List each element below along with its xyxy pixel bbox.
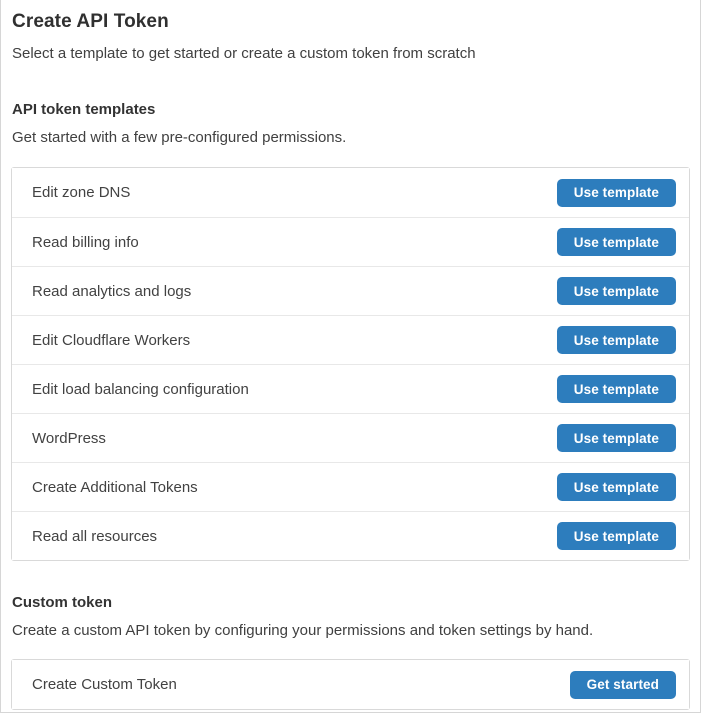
template-row-label: Read all resources — [32, 527, 158, 545]
use-template-button[interactable]: Use template — [557, 522, 676, 550]
templates-section-description: Get started with a few pre-configured permissions. — [12, 129, 347, 146]
template-row — [12, 266, 689, 315]
custom-section-description: Create a custom API token by configuring your permissions and token settings by hand. — [12, 622, 594, 639]
template-row — [12, 315, 689, 364]
use-template-button[interactable]: Use template — [557, 228, 676, 256]
template-row — [12, 168, 689, 217]
template-row-label: Edit zone DNS — [32, 184, 131, 201]
custom-token-row — [12, 660, 689, 709]
template-row-label: Edit Cloudflare Workers — [32, 331, 191, 349]
template-row-label: Create Additional Tokens — [32, 478, 198, 496]
use-template-button[interactable]: Use template — [557, 424, 676, 452]
get-started-button[interactable]: Get started — [570, 671, 676, 699]
use-template-button[interactable]: Use template — [557, 326, 676, 354]
templates-section-heading: API token templates — [12, 101, 156, 118]
custom-section-heading: Custom token — [12, 594, 113, 611]
use-template-button[interactable]: Use template — [557, 179, 676, 207]
template-row-label: Read analytics and logs — [32, 282, 192, 300]
template-row-label: WordPress — [32, 429, 106, 447]
template-row-label: Read billing info — [32, 233, 139, 251]
custom-token-row-label: Create Custom Token — [32, 676, 177, 693]
page-title: Create API Token — [12, 11, 169, 32]
use-template-button[interactable]: Use template — [557, 375, 676, 403]
template-row — [12, 364, 689, 413]
page-subtitle: Select a template to get started or create a custom token from scratch — [12, 45, 476, 62]
custom-token-list — [11, 659, 690, 710]
use-template-button[interactable]: Use template — [557, 277, 676, 305]
template-row — [12, 413, 689, 462]
template-row — [12, 511, 689, 560]
use-template-button[interactable]: Use template — [557, 473, 676, 501]
template-row — [12, 462, 689, 511]
template-row-label: Edit load balancing configuration — [32, 380, 249, 398]
template-row — [12, 217, 689, 266]
template-list — [11, 167, 690, 561]
